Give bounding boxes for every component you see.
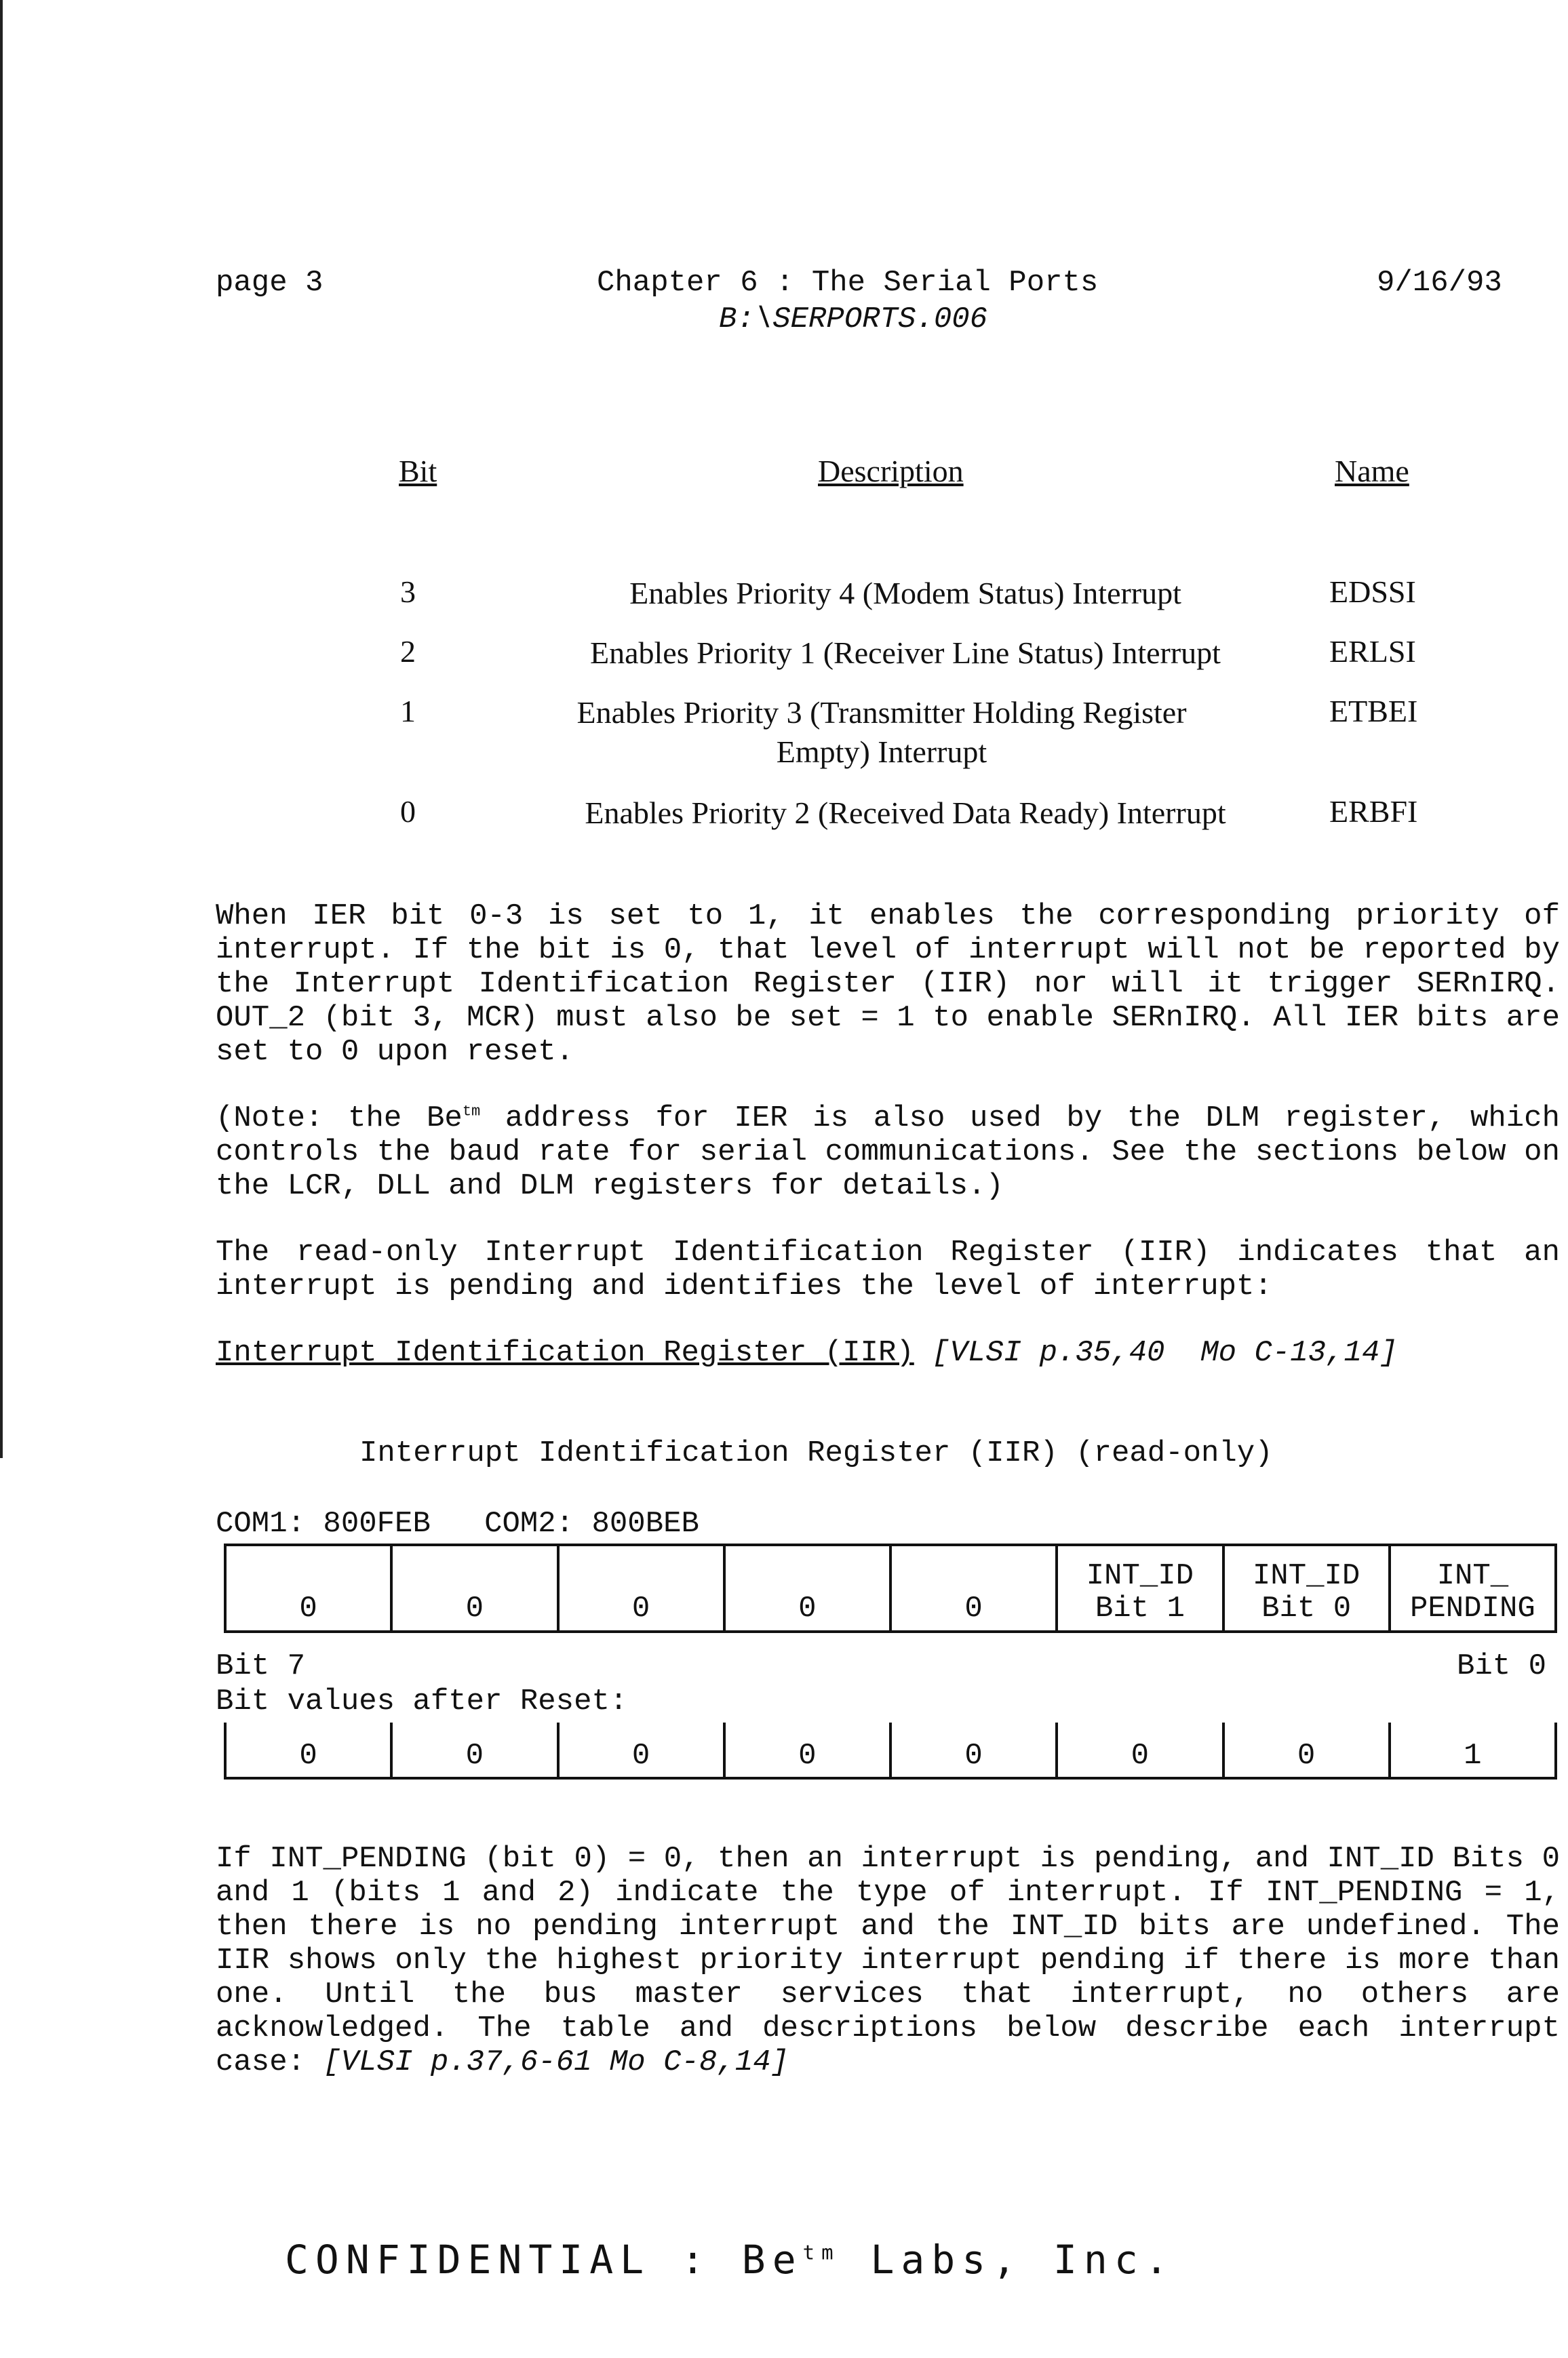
row-name: ERBFI: [1329, 794, 1418, 829]
note-text-start: (Note: the Be: [216, 1101, 463, 1135]
footer-text-start: CONFIDENTIAL : Be: [285, 2237, 803, 2283]
bit-field-label: 0: [465, 1592, 484, 1626]
section-reference: [VLSI p.35,40 Mo C-13,14]: [914, 1336, 1398, 1370]
reset-values-label: Bit values after Reset:: [216, 1685, 628, 1718]
register-title: Interrupt Identification Register (IIR) (read-only): [359, 1436, 1273, 1470]
row-name: EDSSI: [1329, 574, 1416, 609]
bit-field-label: 0: [299, 1592, 317, 1626]
bit-field-label: 0: [631, 1592, 650, 1626]
row-name: ETBEI: [1329, 694, 1418, 728]
int-pending-text: If INT_PENDING (bit 0) = 0, then an interrupt is pending, and INT_ID Bits 0 and 1 (bits 1 and 2) indicate the type of interrupt. If INT_PENDING = 1, then there is no pending interrupt and the INT_ID bits are undefined. The IIR shows only the highest priority interrupt pending if there is more than one. Until the bus master services that interrupt, no others are acknowledged. The table and descriptions below describe each interrupt case:: [216, 1842, 1560, 2079]
reset-value: 0: [723, 1723, 889, 1777]
bit-field-2: [1058, 1546, 1224, 1630]
bit-field-label-top: INT_ID: [1086, 1559, 1194, 1593]
bit-field-5: [560, 1546, 726, 1630]
bit-field-6: [393, 1546, 559, 1630]
bit-high-label: Bit 7: [216, 1649, 306, 1683]
bit-field-label: Bit 0: [1261, 1592, 1352, 1626]
row-description: Enables Priority 2 (Received Data Ready) Interrupt: [585, 795, 1226, 830]
reset-value: 0: [1055, 1723, 1221, 1777]
bit-field-0: [1391, 1546, 1554, 1630]
bit-field-label-top: INT_: [1436, 1559, 1509, 1593]
bit-field-label: Bit 1: [1095, 1592, 1185, 1626]
page-number: page 3: [216, 266, 324, 300]
row-bit: 3: [400, 574, 416, 609]
reset-values-row: [224, 1723, 1557, 1780]
paragraph-int-pending: [216, 1842, 1560, 2079]
bit-field-1: [1225, 1546, 1391, 1630]
column-header-bit: Bit: [399, 454, 437, 488]
row-bit: 0: [400, 794, 416, 829]
file-path: B:\SERPORTS.006: [719, 302, 988, 336]
footer-text-end: Labs, Inc.: [840, 2237, 1175, 2283]
trademark-mark: tm: [462, 1103, 481, 1120]
bit-field-3: [892, 1546, 1058, 1630]
bit-field-4: [726, 1546, 892, 1630]
row-description: Enables Priority 4 (Modem Status) Interrupt: [629, 576, 1181, 610]
bit-field-label: PENDING: [1409, 1592, 1535, 1626]
row-description: Enables Priority 1 (Receiver Line Status) Interrupt: [590, 635, 1221, 670]
column-header-description: Description: [818, 454, 964, 488]
row-bit: 2: [400, 634, 416, 669]
register-address: COM1: 800FEB COM2: 800BEB: [216, 1507, 699, 1541]
paragraph-iir-intro: The read-only Interrupt Identification Register (IIR) indicates that an interrupt is pending and identifies the level of interrupt:: [216, 1236, 1560, 1303]
paragraph-ier-description: When IER bit 0-3 is set to 1, it enables the corresponding priority of interrupt. If the bit is 0, that level of interrupt will not be reported by the Interrupt Identification Register (IIR) nor will it trigger SERnIRQ. OUT_2 (bit 3, MCR) must also be set = 1 to enable SERnIRQ. All IER bits are set to 0 upon reset.: [216, 899, 1560, 1069]
footer-trademark-mark: tm: [802, 2241, 840, 2264]
document-date: 9/16/93: [1377, 266, 1502, 300]
row-bit: 1: [400, 694, 416, 728]
confidential-footer: [285, 2237, 1175, 2283]
row-name: ERLSI: [1329, 634, 1416, 669]
row-description: Enables Priority 3 (Transmitter Holding Register Empty) Interrupt: [576, 695, 1187, 769]
bit-field-label: 0: [964, 1592, 983, 1626]
int-pending-reference: [VLSI p.37,6-61 Mo C-8,14]: [323, 2045, 789, 2079]
bit-field-7: [227, 1546, 393, 1630]
section-heading-link: Interrupt Identification Register (IIR): [216, 1336, 914, 1370]
bit-field-label-top: INT_ID: [1252, 1559, 1360, 1593]
register-bit-fields: [224, 1544, 1557, 1633]
note-text-end: address for IER is also used by the DLM register, which controls the baud rate for serial communications. See the sections below on the LCR, DLL and DLM registers for details.): [216, 1101, 1560, 1203]
section-heading: [216, 1336, 1398, 1370]
paragraph-note: [216, 1101, 1560, 1203]
reset-value: 0: [390, 1723, 556, 1777]
scan-edge-line: [0, 0, 3, 1458]
reset-value: 0: [1222, 1723, 1388, 1777]
reset-value: 0: [889, 1723, 1055, 1777]
bit-field-label: 0: [798, 1592, 817, 1626]
reset-value: 0: [557, 1723, 723, 1777]
reset-value: 0: [224, 1723, 390, 1777]
reset-value: 1: [1388, 1723, 1557, 1777]
bit-low-label: Bit 0: [1457, 1649, 1547, 1683]
column-header-name: Name: [1335, 454, 1409, 488]
chapter-title: Chapter 6 : The Serial Ports: [597, 266, 1099, 300]
